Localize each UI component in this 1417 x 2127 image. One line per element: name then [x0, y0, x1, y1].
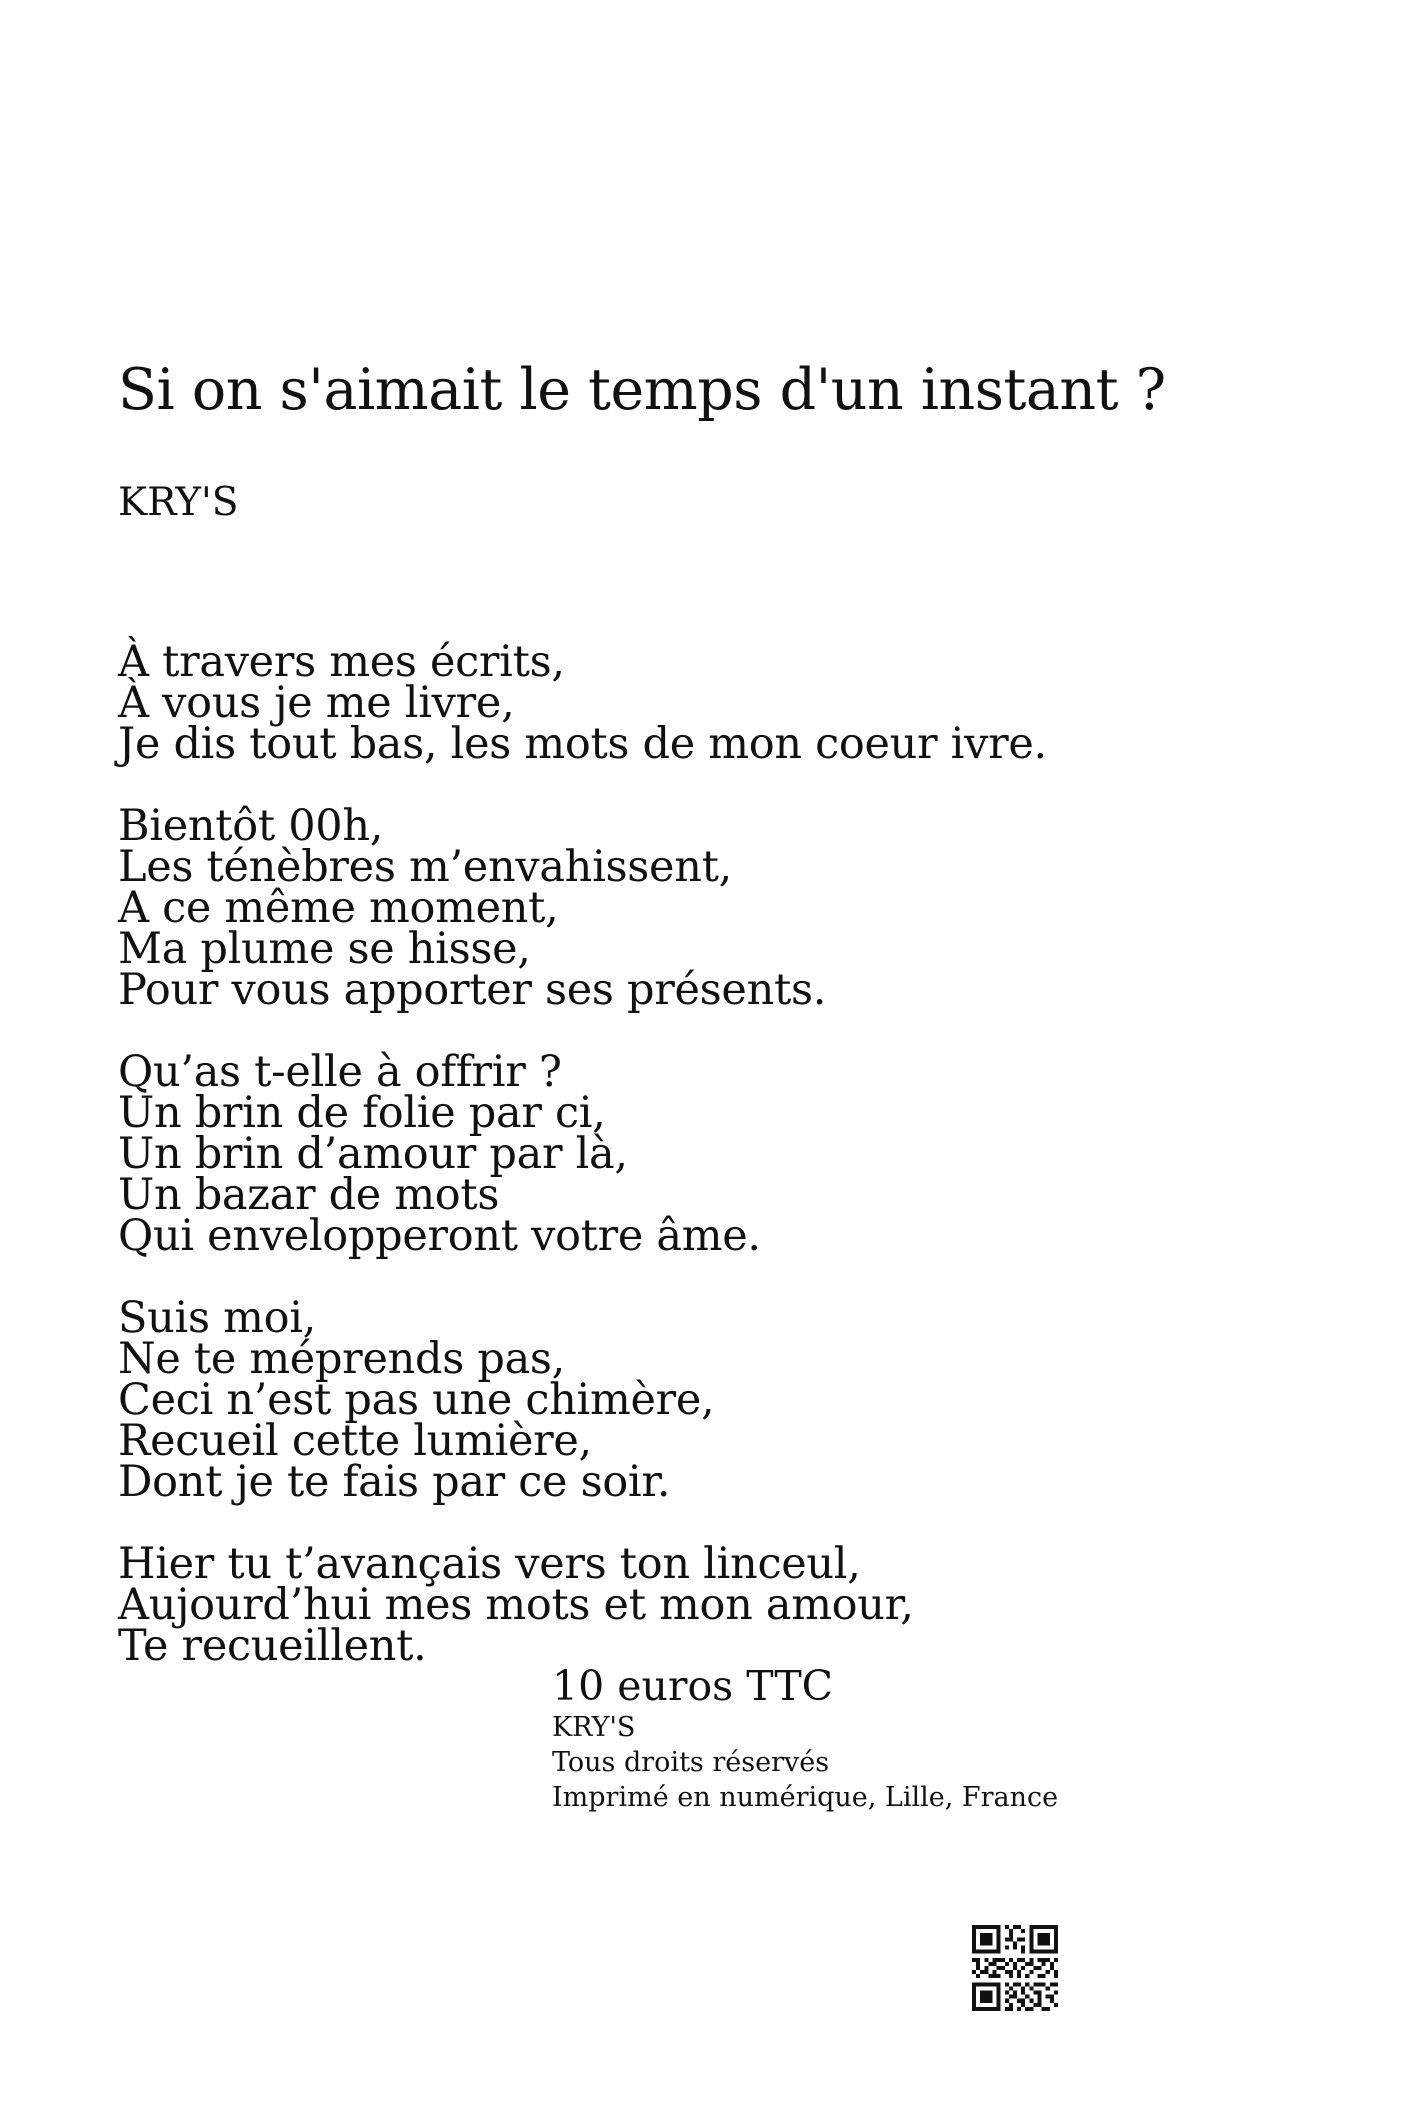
poem-line: Pour vous apporter ses présents. [118, 965, 827, 1015]
poem-line: Un brin de folie par ci, [118, 1088, 606, 1138]
qr-code-icon [972, 1925, 1058, 2011]
poem-line: Te recueillent. [118, 1621, 427, 1671]
poem-line: À travers mes écrits, [118, 637, 565, 687]
stanza-2 [118, 801, 1218, 1015]
stanza-5 [118, 1539, 1218, 1671]
poem-line: A ce même moment, [118, 883, 559, 933]
poem-line: À vous je me livre, [118, 678, 515, 728]
rights-label: Tous droits réservés [552, 1747, 830, 1778]
page-title: Si on s'aimait le temps d'un instant ? [118, 357, 1166, 423]
stanza-4 [118, 1293, 1218, 1507]
poem-body [118, 637, 1218, 1708]
poem-line: Ceci n’est pas une chimère, [118, 1375, 715, 1425]
poem-line: Recueil cette lumière, [118, 1416, 592, 1466]
stanza-1 [118, 637, 1218, 769]
poem-line: Hier tu t’avançais vers ton linceul, [118, 1539, 861, 1589]
poem-line: Un bazar de mots [118, 1170, 500, 1220]
stanza-3 [118, 1047, 1218, 1261]
poem-line: Je dis tout bas, les mots de mon coeur ivre. [118, 719, 1047, 769]
poem-line: Les ténèbres m’envahissent, [118, 842, 732, 892]
poem-line: Qui envelopperont votre âme. [118, 1211, 761, 1261]
printing-label: Imprimé en numérique, Lille, France [552, 1782, 1059, 1813]
poem-line: Bientôt 00h, [118, 801, 384, 851]
poem-line: Ma plume se hisse, [118, 924, 531, 974]
poem-line: Suis moi, [118, 1293, 317, 1343]
author-name: KRY'S [118, 480, 239, 525]
poem-line: Ne te méprends pas, [118, 1334, 566, 1384]
price-label: 10 euros TTC [552, 1662, 834, 1710]
publisher-label: KRY'S [552, 1712, 636, 1743]
colophon [552, 1662, 1058, 1815]
poem-line: Aujourd’hui mes mots et mon amour, [118, 1580, 914, 1630]
poem-line: Dont je te fais par ce soir. [118, 1457, 671, 1507]
poem-line: Qu’as t-elle à offrir ? [118, 1047, 562, 1097]
poem-line: Un brin d’amour par là, [118, 1129, 628, 1179]
